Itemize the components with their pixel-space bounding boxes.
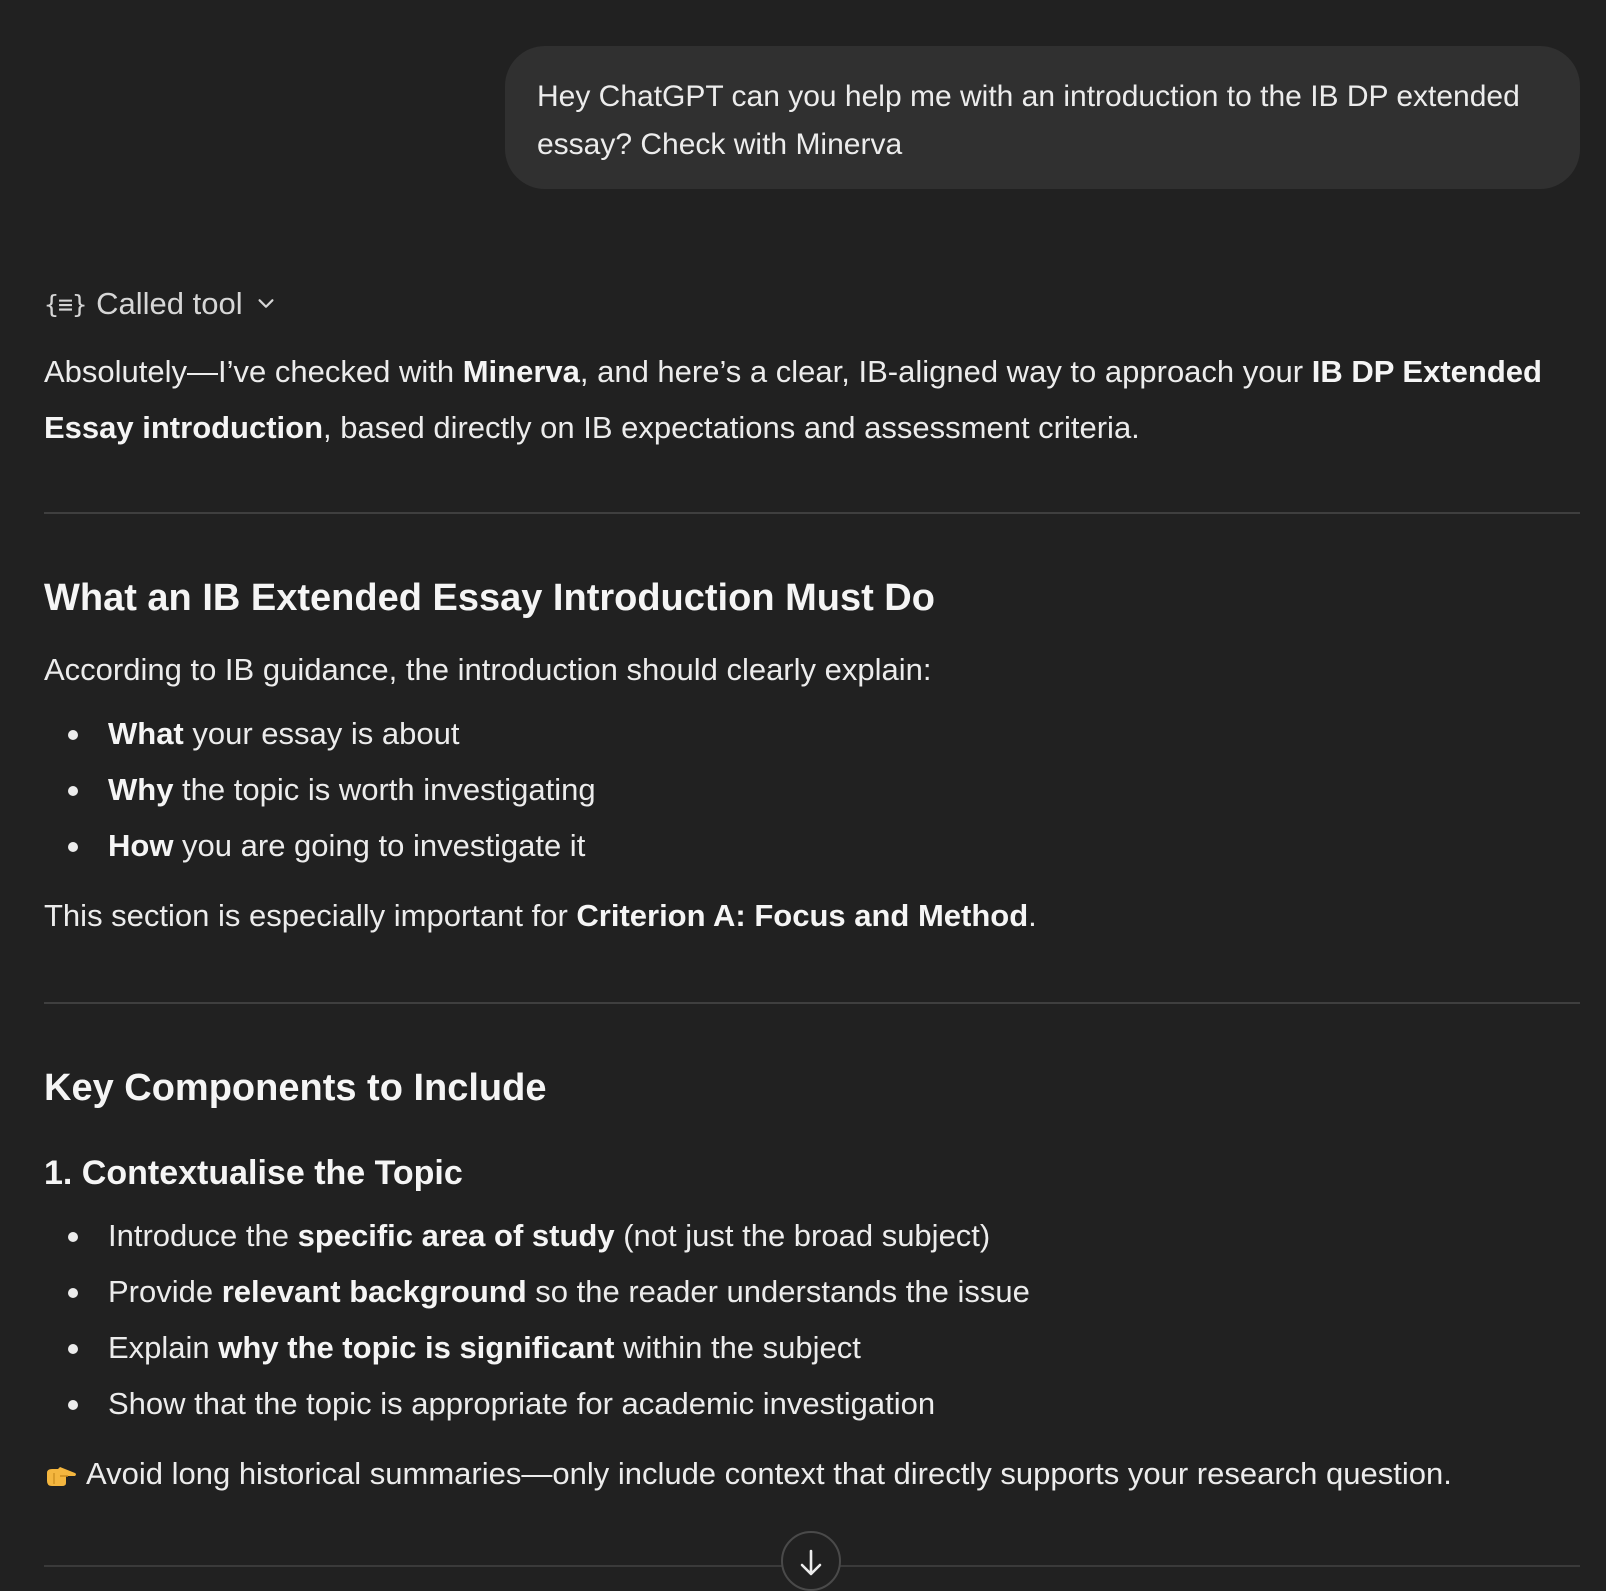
list-item-text: Introduce the bbox=[108, 1218, 298, 1253]
intro-text-1: Absolutely—I’ve checked with bbox=[44, 354, 463, 389]
list-item bbox=[44, 706, 1580, 762]
section-heading-must-do: What an IB Extended Essay Introduction Must Do bbox=[44, 577, 935, 619]
closing-text-2: . bbox=[1028, 898, 1037, 933]
list-item bbox=[44, 762, 1580, 818]
list-item-text: the topic is worth investigating bbox=[173, 772, 596, 807]
tip-text: Avoid long historical summaries—only include context that directly supports your research question. bbox=[86, 1456, 1452, 1491]
list-item-bold: relevant background bbox=[221, 1274, 527, 1309]
list-item-text: Provide bbox=[108, 1274, 222, 1309]
list-item-text: within the subject bbox=[614, 1330, 861, 1365]
closing-text-1: This section is especially important for bbox=[44, 898, 577, 933]
user-message-text: Hey ChatGPT can you help me with an introduction to the IB DP extended essay? Check with Minerva bbox=[537, 80, 1520, 161]
list-item-bold: Why bbox=[108, 772, 174, 807]
braces-list-icon: {≡} bbox=[44, 289, 87, 319]
list-item-bold: How bbox=[108, 828, 174, 863]
scroll-to-bottom-button[interactable] bbox=[781, 1531, 841, 1591]
list-item-text: Explain bbox=[108, 1330, 219, 1365]
list-item-text: so the reader understands the issue bbox=[526, 1274, 1030, 1309]
list-item bbox=[44, 1264, 1580, 1320]
list-item-bold: What bbox=[108, 716, 184, 751]
subheading-contextualise: 1. Contextualise the Topic bbox=[44, 1154, 463, 1192]
list-item bbox=[44, 1320, 1580, 1376]
section1-list bbox=[44, 706, 1580, 874]
divider bbox=[44, 1002, 1580, 1004]
assistant-response bbox=[44, 344, 1580, 1502]
intro-bold-minerva: Minerva bbox=[462, 354, 580, 389]
arrow-down-icon bbox=[796, 1547, 826, 1581]
called-tool-toggle[interactable] bbox=[44, 282, 277, 326]
list-item-bold: why the topic is significant bbox=[218, 1330, 615, 1365]
list-item-text: your essay is about bbox=[183, 716, 460, 751]
list-item-text: you are going to investigate it bbox=[173, 828, 586, 863]
pointing-hand-icon bbox=[44, 1464, 78, 1488]
closing-bold-criterion: Criterion A: Focus and Method bbox=[576, 898, 1029, 933]
section-heading-key-components: Key Components to Include bbox=[44, 1067, 547, 1109]
list-item bbox=[44, 818, 1580, 874]
tip-paragraph bbox=[44, 1446, 1580, 1502]
list-item-text: Show that the topic is appropriate for academic investigation bbox=[108, 1386, 936, 1421]
section1-closing bbox=[44, 888, 1580, 944]
list-item-bold: specific area of study bbox=[297, 1218, 615, 1253]
divider bbox=[44, 512, 1580, 514]
called-tool-label: Called tool bbox=[96, 286, 243, 321]
section1-lead: According to IB guidance, the introduction should clearly explain: bbox=[44, 652, 932, 687]
intro-text-2: , and here’s a clear, IB-aligned way to approach your bbox=[579, 354, 1312, 389]
chevron-down-icon bbox=[255, 293, 277, 315]
user-message-bubble bbox=[505, 46, 1580, 189]
intro-bold-topic: IB DP Extended Essay introduction bbox=[44, 354, 1542, 445]
list-item bbox=[44, 1208, 1580, 1264]
list-item-text: (not just the broad subject) bbox=[614, 1218, 991, 1253]
intro-text-3: , based directly on IB expectations and assessment criteria. bbox=[323, 410, 1140, 445]
section2-list bbox=[44, 1208, 1580, 1432]
list-item bbox=[44, 1376, 1580, 1432]
intro-paragraph bbox=[44, 344, 1580, 456]
